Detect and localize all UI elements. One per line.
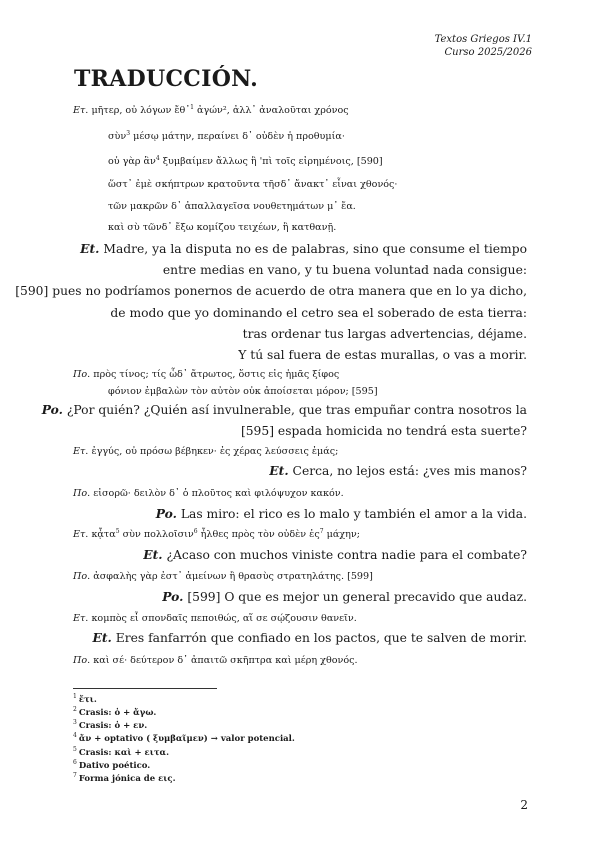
- footnote: $^3$ Crasis: ὁ + εν.: [73, 719, 148, 732]
- footnote: $^5$ Crasis: καὶ + ειτα.: [73, 745, 170, 758]
- course-header: [435, 34, 532, 59]
- course-year: Curso 2025/2026: [444, 46, 532, 58]
- footnotes: [73, 692, 295, 784]
- speaker-label: Πο.: [73, 571, 91, 582]
- greek-line: Πο. εἰσορῶ· δειλὸν δ᾽ ὁ πλοῦτος καὶ φιλόψυχον κακόν.: [73, 488, 344, 499]
- spanish-line: Et. Cerca, no lejos está: ¿ves mis manos?: [269, 463, 527, 478]
- speaker-label: Po.: [162, 589, 184, 604]
- page-number: 2: [520, 798, 528, 812]
- spanish-line: [595] espada homicida no tendrá esta suerte?: [240, 424, 527, 438]
- page-title: TRADUCCIÓN.: [74, 66, 259, 92]
- greek-line: οὐ γὰρ ἂν$^4$ ξυμβαίμεν ἄλλως ἢ 'πὶ τοῖς εἰρημένοις, [590]: [108, 154, 383, 167]
- spanish-line: entre medias en vano, y tu buena voluntad nada consigue:: [162, 263, 527, 277]
- footnote: $^6$ Dativo poético.: [73, 758, 151, 771]
- spanish-line: Et. Madre, ya la disputa no es de palabras, sino que consume el tiempo: [80, 241, 527, 256]
- footnote: $^2$ Crasis: ὁ + ἄγω.: [73, 706, 157, 718]
- footnote: $^7$ Forma jónica de εις.: [73, 771, 176, 784]
- spanish-line: Y tú sal fuera de estas murallas, o vas a morir.: [238, 348, 527, 362]
- greek-line: Ετ. μῆτερ, οὐ λόγων ἔθ᾽$^1$ ἀγών², ἀλλ᾽ ἀναλοῦται χρόνος: [73, 103, 349, 116]
- speaker-label: Ετ.: [73, 529, 89, 540]
- speaker-label: Et.: [143, 547, 163, 562]
- footnote-ref: 5: [115, 527, 120, 535]
- speaker-label: Et.: [80, 241, 100, 256]
- course-title: Textos Griegos IV.1: [434, 34, 532, 45]
- greek-line: σὺν$^3$ μέσῳ μάτην, περαίνει δ᾽ οὐδὲν ἡ προθυμία·: [108, 129, 345, 142]
- greek-line: καὶ σὺ τῶνδ᾽ ἔξω κομίζου τειχέων, ἢ κατθανῇ.: [108, 222, 337, 233]
- speaker-label: Πο.: [73, 488, 91, 499]
- spanish-line: Et. Eres fanfarrón que confiado en los pactos, que te salven de morir.: [92, 630, 527, 645]
- speaker-label: Ετ.: [73, 105, 89, 116]
- speaker-label: Ετ.: [73, 446, 89, 457]
- greek-line: Πο. ἀσφαλὴς γὰρ ἐστ᾽ ἀμείνων ἢ θρασὺς στρατηλάτης. [599]: [73, 571, 373, 582]
- spanish-line: [590] pues no podríamos ponernos de acuerdo de otra manera que en lo ya dicho,: [15, 284, 527, 298]
- spanish-line: Po. [599] O que es mejor un general precavido que audaz.: [162, 589, 527, 604]
- footnote-ref: 4: [155, 154, 160, 162]
- speaker-label: Et.: [92, 630, 112, 645]
- footnote: $^1$ ἔτι.: [73, 693, 97, 705]
- footnote: $^4$ ἄν + optativo ( ξυμβαῖμεν) → valor potencial.: [73, 732, 295, 745]
- greek-line: τῶν μακρῶν δ᾽ ἀπαλλαγεῖσα νουθετημάτων μ᾽ ἔα.: [108, 201, 356, 212]
- speaker-label: Ετ.: [73, 613, 89, 624]
- greek-line: Ετ. ἐγγύς, οὐ πρόσω βέβηκεν· ἐς χέρας λεύσσεις ἐμάς;: [73, 446, 339, 457]
- greek-line: Πο. καὶ σέ· δεύτερον δ᾽ ἀπαιτῶ σκῆπτρα καὶ μέρη χθονός.: [73, 655, 358, 666]
- greek-line: ὥστ᾽ ἐμὲ σκήπτρων κρατοῦντα τῆσδ᾽ ἄνακτ᾽ εἶναι χθονός·: [108, 179, 398, 190]
- spanish-line: tras ordenar tus largas advertencias, déjame.: [242, 327, 527, 341]
- speaker-label: Πο.: [73, 369, 91, 380]
- footnote-divider: [73, 688, 217, 689]
- spanish-line: Po. ¿Por quién? ¿Quién así invulnerable, que tras empuñar contra nosotros la: [41, 402, 527, 417]
- footnote-ref: 1: [190, 103, 194, 111]
- footnote-ref: 3: [126, 129, 131, 137]
- greek-line: Ετ. κομπὸς εἶ σπονδαῖς πεποιθώς, αἵ σε σῴζουσιν θανεῖν.: [73, 613, 357, 624]
- spanish-line: Et. ¿Acaso con muchos viniste contra nadie para el combate?: [143, 547, 527, 562]
- greek-line: Ετ. κᾆτα$^5$ σὺν πολλοῖσιν$^6$ ἦλθες πρὸς τὸν οὐδὲν ἐς$^7$ μάχην;: [73, 527, 360, 540]
- speaker-label: Po.: [155, 506, 177, 521]
- spanish-line: Po. Las miro: el rico es lo malo y también el amor a la vida.: [155, 506, 527, 521]
- speaker-label: Πο.: [73, 655, 91, 666]
- greek-line: Πο. πρὸς τίνος; τίς ὧδ᾽ ἄτρωτος, ὅστις εἰς ἡμᾶς ξίφος: [73, 369, 340, 380]
- footnote-ref: 6: [193, 527, 198, 535]
- greek-line: φόνιον ἐμβαλὼν τὸν αὐτὸν οὐκ ἀποίσεται μόρον; [595]: [108, 386, 378, 397]
- speaker-label: Et.: [269, 463, 289, 478]
- speaker-label: Po.: [41, 402, 63, 417]
- spanish-line: de modo que yo dominando el cetro sea el soberado de esta tierra:: [110, 306, 527, 320]
- footnote-ref: 7: [319, 527, 324, 535]
